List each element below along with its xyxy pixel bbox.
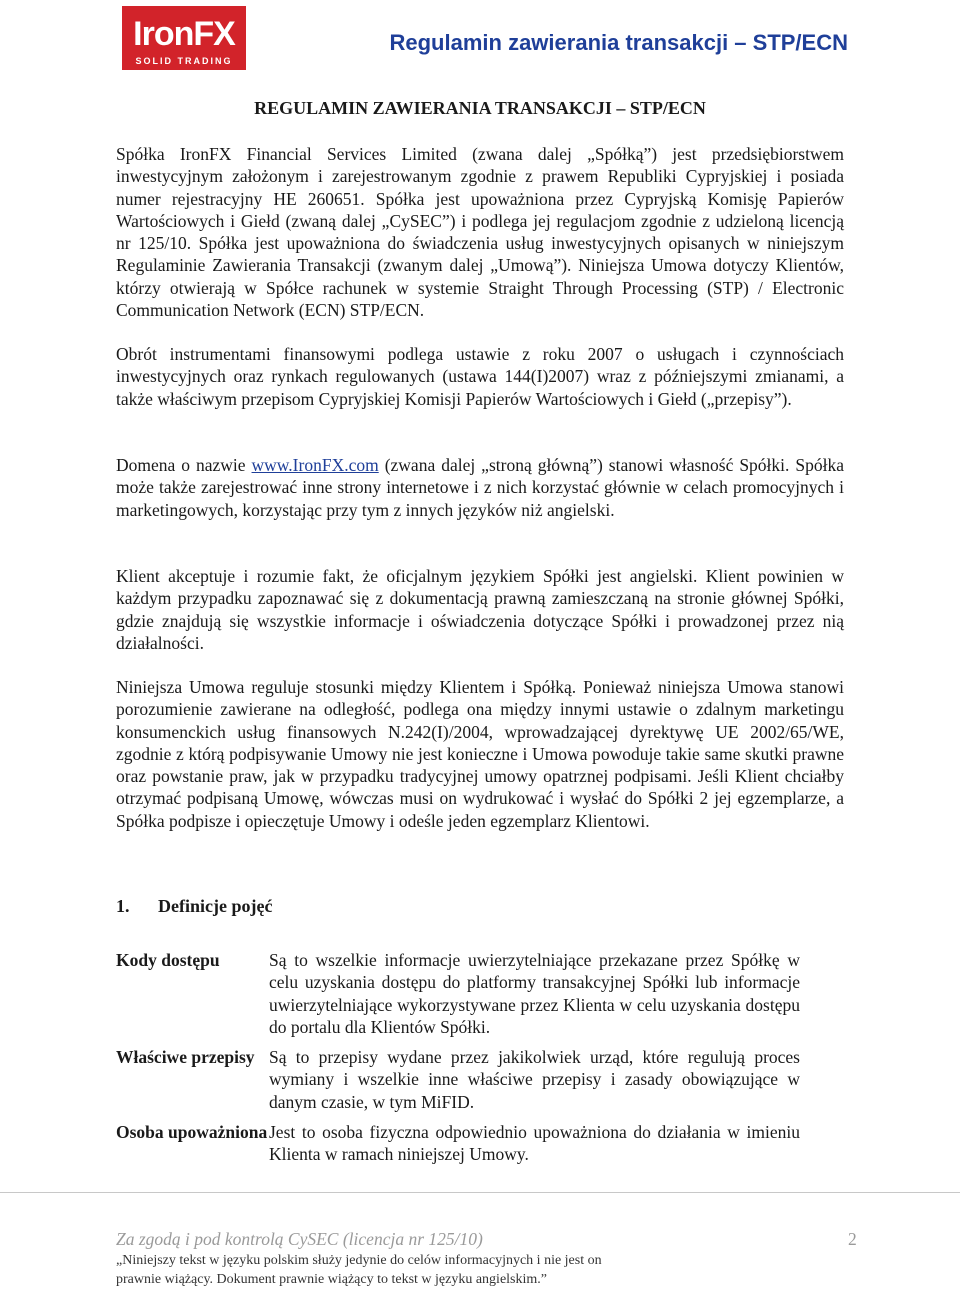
definitions-list [116, 949, 800, 1174]
document-title: REGULAMIN ZAWIERANIA TRANSAKCJI – STP/ECN [254, 98, 706, 118]
domain-text-before: Domena o nazwie [116, 455, 252, 475]
paragraph-domain [116, 454, 844, 521]
definition-description: Są to przepisy wydane przez jakikolwiek urząd, które regulują proces wymiany i wszelkie inne właściwe przepisy i zasady obowiązujące w danym czasie, w tym MiFID. [269, 1047, 800, 1112]
page-number: 2 [848, 1229, 857, 1249]
ironfx-logo [122, 6, 246, 70]
header-title: Regulamin zawierania transakcji – STP/ECN [389, 30, 848, 55]
website-link[interactable]: www.IronFX.com [251, 455, 379, 475]
definition-term: Osoba upoważniona [116, 1122, 268, 1143]
paragraph-company-info: Spółka IronFX Financial Services Limited (zwana dalej „Spółką”) jest przedsiębiorstwem inwestycyjnym założonym i zarejestrowanym zgodnie z prawem Republiki Cypryjskiej i posiada numer rejestracyjny HE 260651. Spółka jest upoważniona przez Cypryjską Komisję Papierów Wartościowych i Giełd (zwaną dalej „CySEC”) i podlega jej regulacjom zgodnie z udzieloną licencją nr 125/10. Spółka jest upoważniona do świadczenia usług inwestycyjnych opisanych w niniejszym Regulaminie Zawierania Transakcji (zwanym dalej „Umową”). Niniejsza Umowa dotyczy Klientów, którzy otwierają w Spółce rachunek w systemie Straight Through Processing (STP) / Electronic Communication Network (ECN) STP/ECN. [116, 144, 844, 321]
section-number: 1. [116, 896, 130, 916]
paragraph-regulation: Obrót instrumentami finansowymi podlega ustawie z roku 2007 o usługach i czynnościach inwestycyjnych oraz rynkach regulowanych (ustawa 144(I)2007) wraz z późniejszymi zmianami, a także właściwym przepisom Cypryjskiej Komisji Papierów Wartościowych i Giełd („przepisy”). [116, 344, 844, 409]
footer-disclaimer: „Niniejszy tekst w języku polskim służy jedynie do celów informacyjnych i nie jest on prawnie wiążący. Dokument prawnie wiążący to tekst w języku angielskim.” [116, 1253, 602, 1287]
footer-license-text: Za zgodą i pod kontrolą CySEC (licencja nr 125/10) [116, 1229, 483, 1249]
paragraph-agreement: Niniejsza Umowa reguluje stosunki między Klientem i Spółką. Ponieważ niniejsza Umowa stanowi porozumienie zawierane na odległość, podlega ona między innymi ustawie o zdalnym marketingu konsumenckich usług finansowych N.242(I)/2004, wprowadzającej dyrektywę UE 2002/65/WE, zgodnie z którą podpisywanie Umowy nie jest konieczne i Umowa powoduje takie same skutki prawne oraz powstanie praw, jak w przypadku tradycyjnej umowy opatrznej podpisami. Jeśli Klient chciałby otrzymać podpisaną Umowę, wówczas musi on wydrukować i wysłać do Spółki 2 jej egzemplarze, a Spółka podpisze i opieczętuje Umowy i odeśle jeden egzemplarz Klientowi. [116, 677, 844, 831]
section-title: Definicje pojęć [158, 896, 273, 916]
definition-term: Właściwe przepisy [116, 1047, 255, 1068]
definition-row [116, 1121, 800, 1166]
definition-row [116, 949, 800, 1038]
definition-row [116, 1046, 800, 1113]
definition-term: Kody dostępu [116, 950, 220, 970]
paragraph-language: Klient akceptuje i rozumie fakt, że oficjalnym językiem Spółki jest angielski. Klient powinien w każdym przypadku zapoznawać się z dokumentacją prawną zamieszczaną na stronie głównej Spółki, gdzie znajdują się wszystkie informacje i oświadczenia dotyczące Spółki i prowadzonej przez nią działalności. [116, 566, 844, 653]
section-heading [116, 896, 272, 917]
definition-description: Jest to osoba fizyczna odpowiednio upoważniona do działania w imieniu Klienta w ramach niniejszej Umowy. [269, 1122, 800, 1165]
logo-wordmark: IronFX [133, 15, 235, 53]
logo-tagline: SOLID TRADING [135, 56, 233, 66]
domain-text-after: (zwana dalej „stroną główną”) stanowi własność Spółki. Spółka może także zarejestrować inne strony internetowe i z nich korzystać głównie w celach promocyjnych i marketingowych, korzystając przy tym z innych języków niż angielski. [116, 455, 844, 520]
definition-description: Są to wszelkie informacje uwierzytelniające przekazane przez Spółkę w celu uzyskania dostępu do platformy transakcyjnej Spółki lub informacje uwierzytelniające wykorzystywane przez Klienta w celu uzyskania dostępu do portalu dla Klientów Spółki. [269, 950, 800, 1037]
footer-divider [0, 1192, 960, 1193]
